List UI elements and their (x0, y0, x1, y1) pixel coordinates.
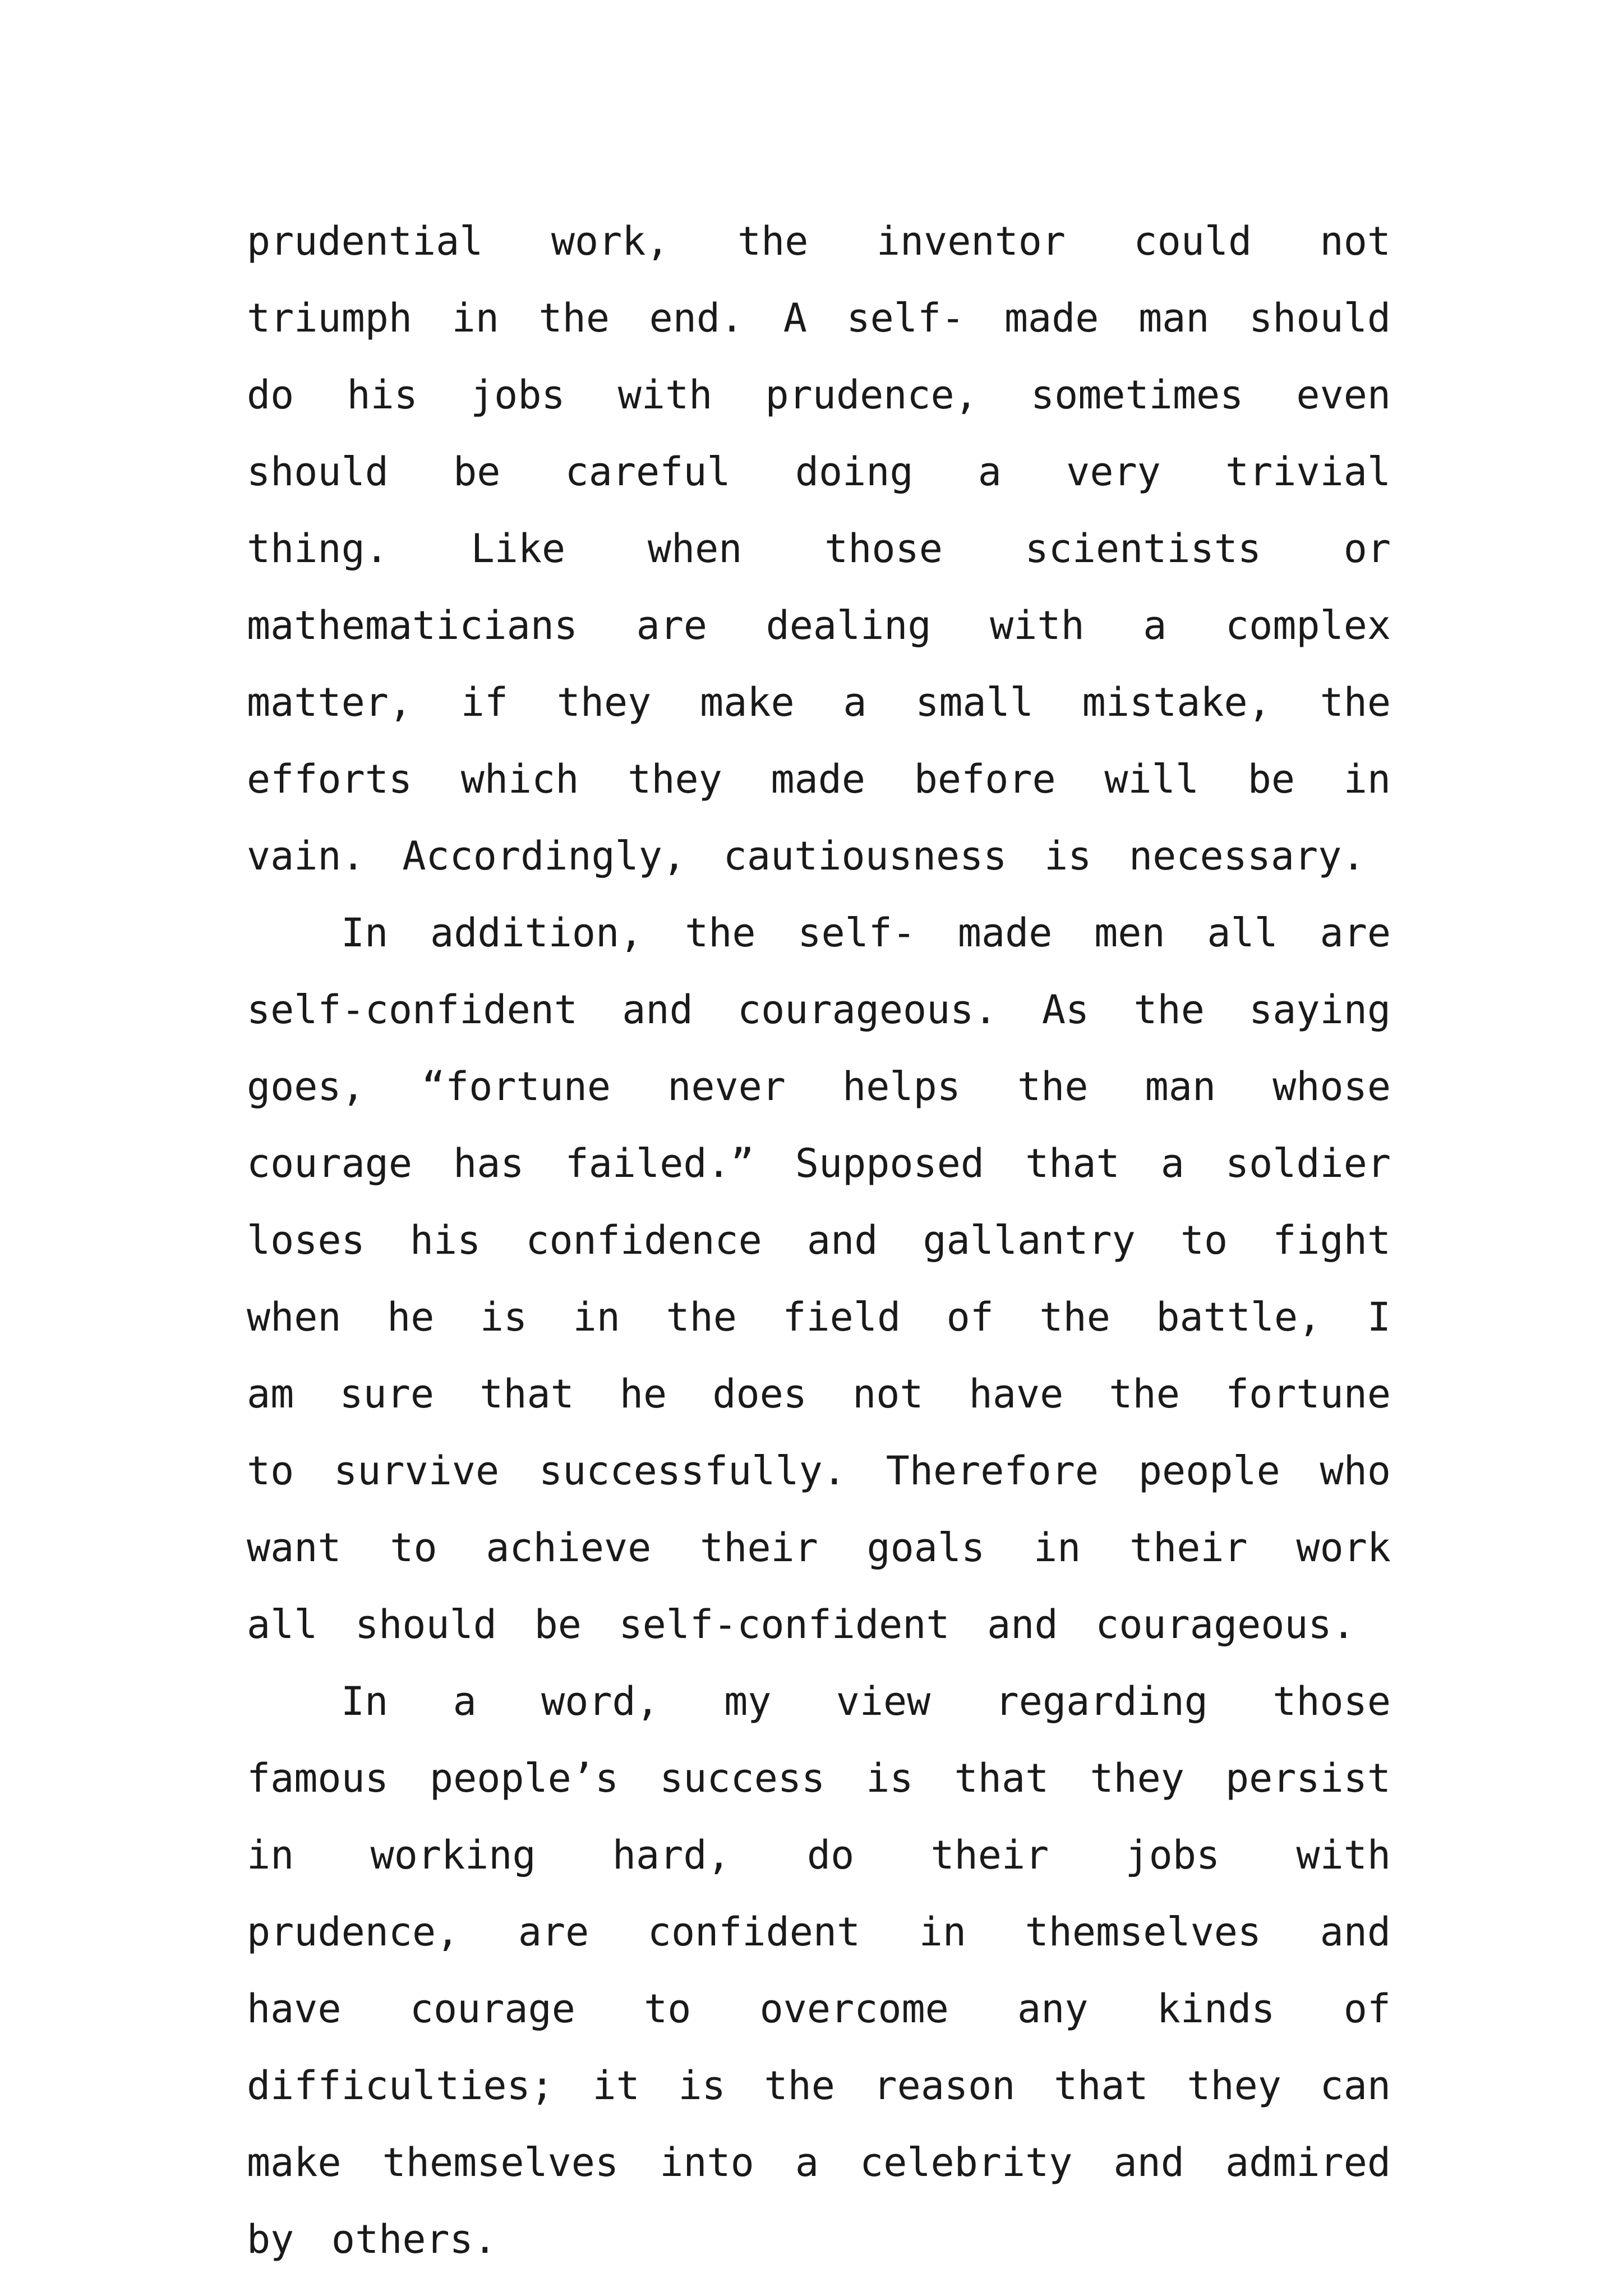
paragraph-confidence-courage: In addition, the self- made men all are self-confident and courageous. As the saying goes, “fortune never helps the man whose courage has failed.” Supposed that a soldier loses his confidence and gallantry to fight when he is in the field of the battle, I am sure that he does not have the fortune to survive successfully. Therefore people who want to achieve their goals in their work all should be self-confident and courageous. (247, 910, 1391, 1648)
document-body (247, 203, 1391, 2278)
paragraph-prudence-continued: prudential work, the inventor could not triumph in the end. A self- made man should do his jobs with prudence, sometimes even should be careful doing a very trivial thing. Like when those scientists or mathematicians are dealing with a complex matter, if they make a small mistake, the efforts which they made before will be in vain. Accordingly, cautiousness is necessary. (247, 218, 1391, 879)
paragraph-conclusion: In a word, my view regarding those famous people’s success is that they persist in working hard, do their jobs with prudence, are confident in themselves and have courage to overcome any kinds of difficulties; it is the reason that they can make themselves into a celebrity and admired by others. (247, 1678, 1391, 2262)
